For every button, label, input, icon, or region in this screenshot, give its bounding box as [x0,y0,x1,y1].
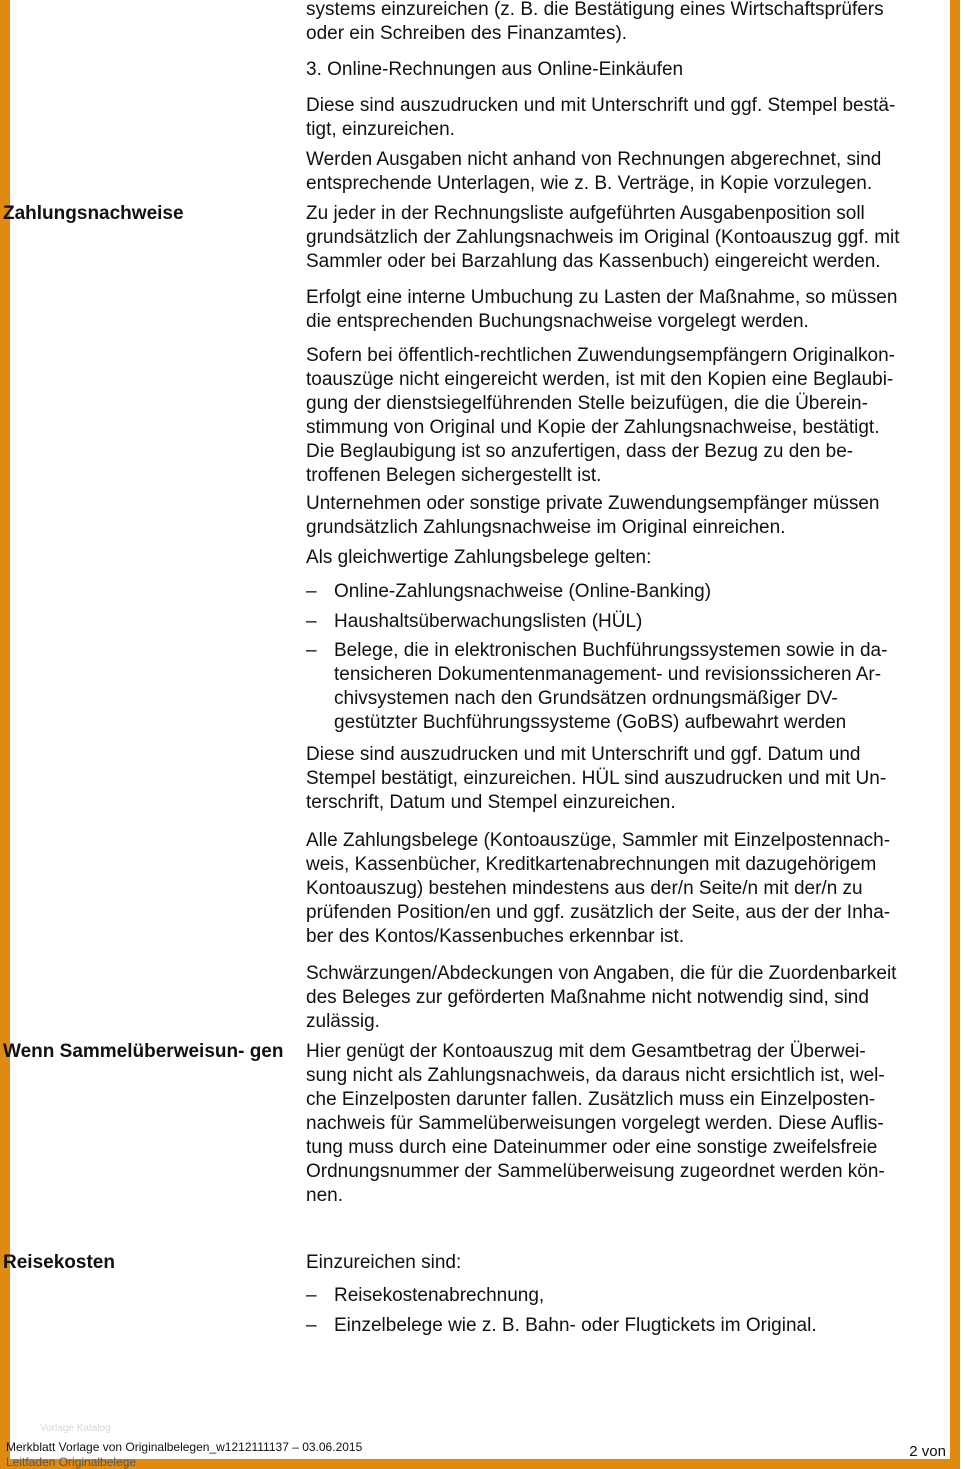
paragraph: Diese sind auszudrucken und mit Unterschrift und ggf. Datum und Stempel bestätigt, einzureichen. HÜL sind auszudrucken und mit Un- terschrift, Datum und Stempel einzureichen. [306,744,887,813]
paragraph: systems einzureichen (z. B. die Bestätigung eines Wirtschaftsprüfers oder ein Schreiben des Finanzamtes). [306,0,884,44]
paragraph: Einzureichen sind: [306,1252,462,1273]
footer-text-partial: Leitfaden Originalbelege [6,1455,137,1469]
paragraph: Als gleichwertige Zahlungsbelege gelten: [306,547,652,568]
paragraph: Sofern bei öffentlich-rechtlichen Zuwendungsempfängern Originalkon- toauszüge nicht eingereicht werden, ist mit den Kopien eine Beglaubi- gung der dienstsiegelführenden Stelle beizufügen, die die Überein- stimmung von Original und Kopie der Zahlungsnachweise, bestätigt. Die Beglaubigung ist so anzufertigen, dass der Bezug zu den be- troffenen Belegen sichergestellt ist. [306,345,895,486]
paragraph: Hier genügt der Kontoauszug mit dem Gesamtbetrag der Überwei- sung nicht als Zahlungsnachweis, da daraus nicht ersichtlich ist, wel- che Einzelposten darunter fallen. Zusätzlich muss ein Einzelposten- nachweis für Sammelüberweisungen vorgelegt werden. Diese Auflis- tung muss durch eine Dateinummer oder eine sonstige zweifelsfreie Ordnungsnummer der Sammelüberweisung zugeordnet werden kön- nen. [306,1041,885,1206]
section-label-reisekosten: Reisekosten [3,1252,115,1273]
dash-bullet-icon: – [306,611,317,632]
paragraph: Werden Ausgaben nicht anhand von Rechnungen abgerechnet, sind entsprechende Unterlagen, wie z. B. Verträge, in Kopie vorzulegen. [306,149,882,194]
document-page: systems einzureichen (z. B. die Bestätigung eines Wirtschaftsprüfers oder ein Schreiben des Finanzamtes). 3. Online-Rechnungen aus Online-Einkäufen Diese sind auszudrucken und mit Unterschrift und ggf. Stempel bestä- tigt, einzureichen. Werden Ausgaben nicht anhand von Rechnungen abgerechnet, sind entsprechende Unterlagen, wie z. B. Verträge, in Kopie vorzulegen. Zahlungsnachweise Zu jeder in der Rechnungsliste aufgeführten Ausgabenposition soll grundsätzlich der Zahlungsnachweis im Original (Kontoauszug ggf. mit Sammler oder bei Barzahlung das Kassenbuch) eingereicht werden. Erfolgt eine interne Umbuchung zu Lasten der Maßnahme, so müssen die entsprechenden Buchungsnachweise vorgelegt werden. Sofern bei öffentlich-rechtlichen Zuwendungsempfängern Originalkon- toauszüge nicht eingereicht werden, ist mit den Kopien eine Beglaubi- gung der dienstsiegelführenden Stelle beizufügen, die die Überein- stimmung von Original und Kopie der Zahlungsnachweise, bestätigt. Die Beglaubigung ist so anzufertigen, dass der Bezug zu den be- troffenen Belegen sichergestellt ist. Unternehmen oder sonstige private Zuwendungsempfänger müssen grundsätzlich Zahlungsnachweise im Original einreichen. Als gleichwertige Zahlungsbelege gelten: – Online-Zahlungsnachweise (Online-Banking) – Haushaltsüberwachungslisten (HÜL) – Belege, die in elektronischen Buchführungssystemen sowie in da- tensicheren Dokumentenmanagement- und revisionssicheren Ar- chivsystemen nach den Grundsätzen ordnungsmäßiger DV- gestützter Buchführungssysteme (GoBS) aufbewahrt werden Diese sind auszudrucken und mit Unterschrift und ggf. Datum und Stempel bestätigt, einzureichen. HÜL sind auszudrucken und mit Un- terschrift, Datum und Stempel einzureichen. Alle Zahlungsbelege (Kontoauszüge, Sammler mit Einzelpostennach- weis, Kassenbücher, Kreditkartenabrechnungen mit dazugehörigem Kontoauszug) bestehen mindestens aus der/n Seite/n mit der/n zu prüfenden Position/en und ggf. zusätzlich der Seite, aus der der Inha- ber des Kontos/Kassenbuches erkennbar ist. Schwärzungen/Abdeckungen von Angaben, die für die Zuordenbarkeit des Beleges zur geförderten Maßnahme nicht notwendig sind, sind zulässig. Wenn Sammelüberweisun- gen Hier genügt der Kontoauszug mit dem Gesamtbetrag der Überwei- sung nicht als Zahlungsnachweis, da daraus nicht ersichtlich ist, wel- che Einzelposten darunter fallen. Zusätzlich muss ein Einzelposten- nachweis für Sammelüberweisungen vorgelegt werden. Diese Auflis- tung muss durch eine Dateinummer oder eine sonstige zweifelsfreie Ordnungsnummer der Sammelüberweisung zugeordnet werden kön- nen. Reisekosten Einzureichen sind: – Reisekostenabrechnung, – Einzelbelege wie z. B. Bahn- oder Flugtickets im Original. Vorlage Katalog Merkblatt Vorlage von Originalbelegen_w1212111137 – 03.06.2015 Leitfaden Originalbelege 2 von [10,0,950,1459]
section-heading: 3. Online-Rechnungen aus Online-Einkäufen [306,59,684,80]
section-label-zahlungsnachweise: Zahlungsnachweise [3,203,184,224]
dash-bullet-icon: – [306,640,317,661]
page-number: 2 von [909,1443,946,1460]
dash-bullet-icon: – [306,1315,317,1336]
paragraph: Schwärzungen/Abdeckungen von Angaben, die für die Zuordenbarkeit des Beleges zur geförderten Maßnahme nicht notwendig sind, sind zulässig. [306,963,897,1032]
watermark: Vorlage Katalog [40,1423,111,1434]
footer-text: Merkblatt Vorlage von Originalbelegen_w1212111137 – 03.06.2015 [6,1440,363,1454]
paragraph: Unternehmen oder sonstige private Zuwendungsempfänger müssen grundsätzlich Zahlungsnachweise im Original einreichen. [306,493,880,538]
paragraph: Erfolgt eine interne Umbuchung zu Lasten der Maßnahme, so müssen die entsprechenden Buchungsnachweise vorgelegt werden. [306,287,898,332]
paragraph: Alle Zahlungsbelege (Kontoauszüge, Sammler mit Einzelpostennach- weis, Kassenbücher, Kreditkartenabrechnungen mit dazugehörigem Kontoauszug) bestehen mindestens aus der/n Seite/n mit der/n zu prüfenden Position/en und ggf. zusätzlich der Seite, aus der der Inha- ber des Kontos/Kassenbuches erkennbar ist. [306,830,891,947]
dash-bullet-icon: – [306,581,317,602]
dash-bullet-icon: – [306,1285,317,1306]
paragraph: Diese sind auszudrucken und mit Unterschrift und ggf. Stempel bestä- tigt, einzureichen. [306,95,896,140]
paragraph: Zu jeder in der Rechnungsliste aufgeführten Ausgabenposition soll grundsätzlich der Zahlungsnachweis im Original (Kontoauszug ggf. mit Sammler oder bei Barzahlung das Kassenbuch) eingereicht werden. [306,203,900,272]
section-label-sammelueberweisungen: Wenn Sammelüberweisun- gen [3,1041,284,1062]
